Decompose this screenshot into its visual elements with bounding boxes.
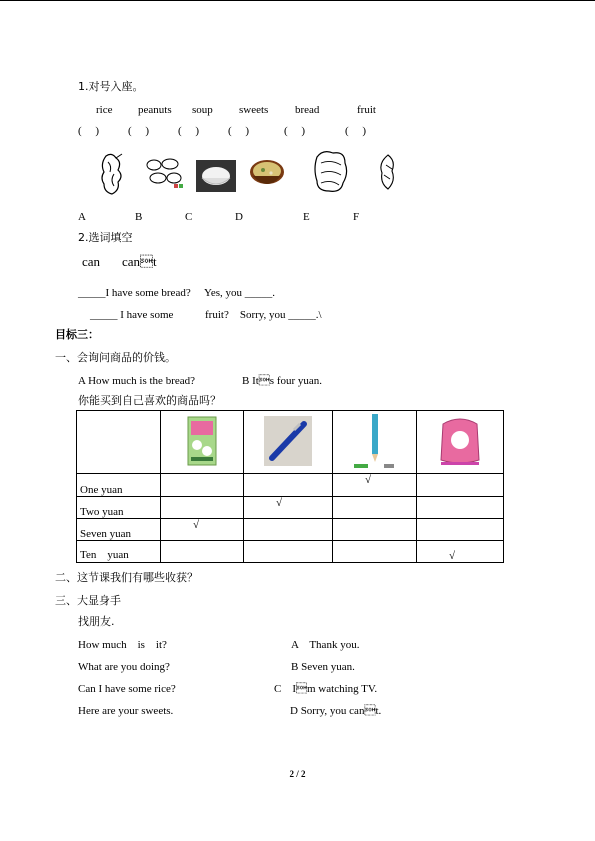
row-label: Ten yuan — [77, 541, 161, 563]
row-label: One yuan — [77, 474, 161, 497]
match-answer[interactable]: A Thank you. — [291, 639, 360, 651]
bread-sketch-icon — [311, 149, 351, 195]
check-cell[interactable] — [417, 519, 504, 541]
option-letter: F — [353, 211, 360, 223]
word-sweets: sweets — [239, 104, 269, 116]
peanuts-sketch-icon — [144, 156, 186, 190]
table-row — [77, 541, 504, 563]
top-border-line — [0, 0, 595, 1]
goal3-heading: 目标三： — [55, 328, 99, 341]
answer-bracket[interactable]: ( ) — [78, 125, 100, 137]
option-letter: E — [303, 211, 310, 223]
fill-blank-line-2b[interactable]: fruit? Sorry, you _____.\ — [205, 309, 322, 321]
schoolbag-icon — [435, 414, 485, 468]
shopping-question: 你能买到自己喜欢的商品吗？ — [78, 394, 221, 407]
section1-title: 1.对号入座。 — [78, 80, 144, 93]
match-question[interactable]: Can I have some rice? — [78, 683, 176, 695]
fill-blank-line-1[interactable]: _____I have some bread? Yes, you _____. — [78, 287, 276, 299]
answer-bracket[interactable]: ( ) — [284, 125, 306, 137]
word-fruit: fruit — [357, 104, 376, 116]
dialog-line-b: B Its four yuan. — [242, 375, 323, 387]
table-row — [77, 497, 504, 519]
check-cell[interactable] — [244, 474, 333, 497]
option-letter: C — [185, 211, 193, 223]
match-question[interactable]: How much is it? — [78, 639, 167, 651]
check-cell[interactable]: √ — [333, 474, 417, 497]
price-table — [76, 410, 504, 563]
word-bread: bread — [295, 104, 320, 116]
table-cell — [244, 411, 333, 474]
row-label: Two yuan — [77, 497, 161, 519]
word-peanuts: peanuts — [138, 104, 172, 116]
option-letter: D — [235, 211, 243, 223]
match-question[interactable]: What are you doing? — [78, 661, 170, 673]
check-cell[interactable]: √ — [161, 519, 244, 541]
table-cell — [161, 411, 244, 474]
part2-heading: 二、这节课我们有哪些收获？ — [55, 571, 198, 584]
part1-heading: 一、会询问商品的价钱。 — [55, 351, 176, 364]
check-cell[interactable] — [244, 519, 333, 541]
sweets-sketch-icon — [376, 153, 398, 191]
check-cell[interactable] — [333, 497, 417, 519]
soup-bowl-icon — [249, 158, 285, 192]
table-row — [77, 519, 504, 541]
table-row — [77, 474, 504, 497]
table-cell — [77, 411, 161, 474]
check-cell[interactable]: √ — [244, 497, 333, 519]
match-answer[interactable]: C Im watching TV. — [274, 683, 378, 695]
check-cell[interactable] — [333, 541, 417, 563]
check-cell[interactable]: √ — [417, 541, 504, 563]
check-cell[interactable] — [161, 497, 244, 519]
check-cell[interactable] — [244, 541, 333, 563]
fill-blank-line-2a[interactable]: _____ I have some — [90, 309, 174, 321]
word-option-cant: cant — [122, 254, 157, 269]
page-number: 2 / 2 — [289, 769, 306, 779]
word-option-can: can — [82, 254, 101, 269]
check-cell[interactable] — [417, 497, 504, 519]
row-label: Seven yuan — [77, 519, 161, 541]
table-header-row — [77, 411, 504, 474]
book-icon — [185, 415, 219, 467]
match-question[interactable]: Here are your sweets. — [78, 705, 174, 717]
table-cell — [333, 411, 417, 474]
option-letter: B — [135, 211, 143, 223]
table-cell — [417, 411, 504, 474]
answer-bracket[interactable]: ( ) — [178, 125, 200, 137]
word-soup: soup — [192, 104, 213, 116]
part3-subtitle: 找朋友. — [78, 615, 115, 628]
check-cell[interactable] — [417, 474, 504, 497]
answer-bracket[interactable]: ( ) — [228, 125, 250, 137]
check-cell[interactable] — [161, 474, 244, 497]
section2-title: 2.选词填空 — [78, 231, 133, 244]
match-answer[interactable]: B Seven yuan. — [291, 661, 355, 673]
dialog-line-a: A How much is the bread? — [78, 375, 195, 387]
answer-bracket[interactable]: ( ) — [128, 125, 150, 137]
pen-icon — [264, 416, 312, 466]
part3-heading: 三、大显身手 — [55, 594, 121, 607]
check-cell[interactable] — [161, 541, 244, 563]
rice-bowl-icon — [196, 160, 236, 192]
word-rice: rice — [96, 104, 113, 116]
pencil-icon — [352, 412, 398, 470]
answer-bracket[interactable]: ( ) — [345, 125, 367, 137]
option-letter: A — [78, 211, 86, 223]
match-answer[interactable]: D Sorry, you cant. — [290, 705, 382, 717]
check-cell[interactable] — [333, 519, 417, 541]
fruit-sketch-icon — [98, 152, 126, 196]
